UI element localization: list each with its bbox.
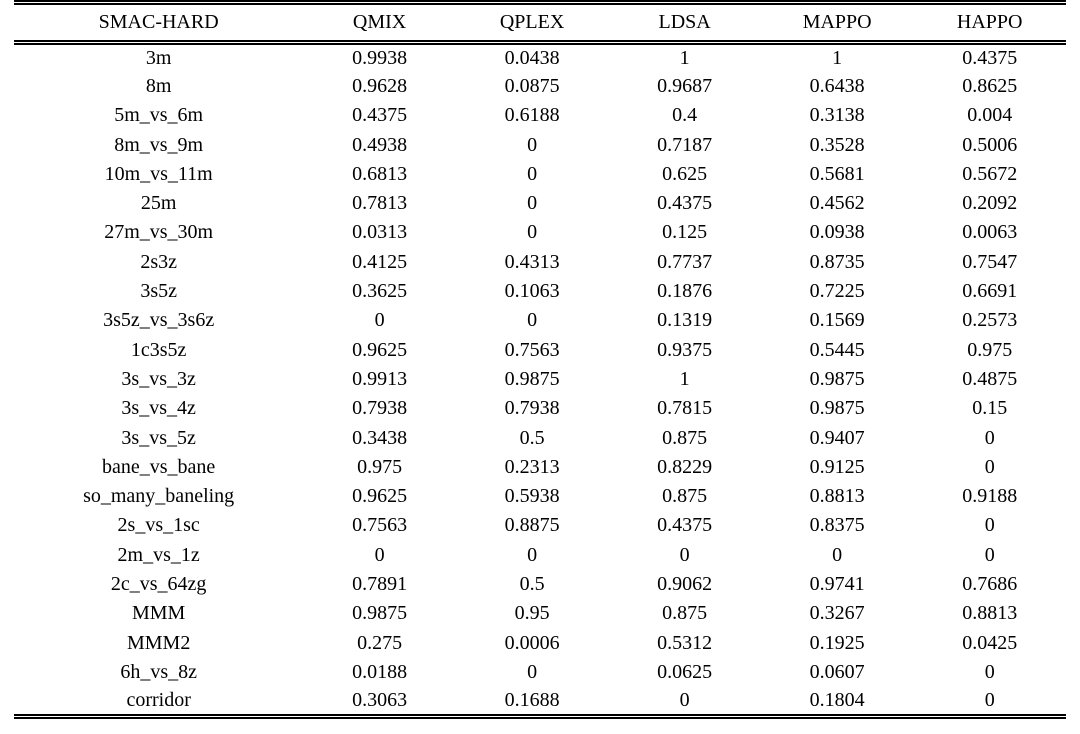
win-rate-cell: 0.7938: [504, 397, 560, 420]
win-rate-cell: 0.7815: [657, 397, 713, 420]
win-rate-cell: 0.9687: [657, 74, 713, 97]
win-rate-cell: 0.0425: [962, 631, 1018, 654]
map-name-cell: MMM: [131, 602, 186, 625]
table-row: [14, 101, 1066, 130]
win-rate-cell: 0.4: [672, 104, 698, 127]
table-row: [14, 248, 1066, 277]
win-rate-cell: 0.4375: [657, 514, 713, 537]
map-name-cell: 8m: [145, 74, 172, 97]
win-rate-cell: 0.9741: [809, 572, 865, 595]
win-rate-cell: 0.9913: [352, 367, 408, 390]
win-rate-cell: 0.0875: [504, 74, 560, 97]
win-rate-cell: 0.0625: [657, 660, 713, 683]
win-rate-cell: 0.9062: [657, 572, 713, 595]
win-rate-cell: 0.3625: [352, 280, 408, 303]
win-rate-cell: 0.8875: [504, 514, 560, 537]
map-name-cell: 8m_vs_9m: [114, 133, 204, 156]
win-rate-cell: 0.9375: [657, 338, 713, 361]
map-name-cell: 2s3z: [140, 250, 177, 273]
win-rate-cell: 0.625: [662, 162, 708, 185]
win-rate-cell: 0: [984, 455, 995, 478]
table-row: [14, 277, 1066, 306]
table-row: [14, 189, 1066, 218]
win-rate-cell: 0.8735: [809, 250, 865, 273]
win-rate-cell: 0: [679, 689, 690, 712]
win-rate-cell: 0.0438: [504, 46, 560, 69]
map-name-cell: 3s_vs_4z: [121, 397, 196, 420]
map-name-cell: 3m: [145, 46, 172, 69]
win-rate-cell: 0.7187: [657, 133, 713, 156]
win-rate-cell: 0: [984, 543, 995, 566]
smac-hard-results-table: [14, 0, 1066, 719]
win-rate-cell: 0.875: [662, 485, 708, 508]
win-rate-cell: 0.1319: [657, 309, 713, 332]
win-rate-cell: 0.6438: [809, 74, 865, 97]
win-rate-cell: 0.9938: [352, 46, 408, 69]
win-rate-cell: 0.9125: [809, 455, 865, 478]
win-rate-cell: 0.9628: [352, 74, 408, 97]
win-rate-cell: 0.4125: [352, 250, 408, 273]
win-rate-cell: 0.0607: [809, 660, 865, 683]
win-rate-cell: 0: [527, 133, 538, 156]
win-rate-cell: 0.3138: [809, 104, 865, 127]
table-row: [14, 160, 1066, 189]
win-rate-cell: 0: [374, 309, 385, 332]
win-rate-cell: 0.9625: [352, 338, 408, 361]
win-rate-cell: 0.9625: [352, 485, 408, 508]
win-rate-cell: 0.8813: [809, 485, 865, 508]
win-rate-cell: 0.1569: [809, 309, 865, 332]
win-rate-cell: 0.7813: [352, 192, 408, 215]
win-rate-cell: 0.15: [972, 397, 1008, 420]
win-rate-cell: 0.6188: [504, 104, 560, 127]
table-row: [14, 130, 1066, 159]
win-rate-cell: 0.7563: [352, 514, 408, 537]
win-rate-cell: 0: [984, 689, 995, 712]
table-row: [14, 72, 1066, 101]
win-rate-cell: 0.5: [519, 572, 545, 595]
win-rate-cell: 0.5006: [962, 133, 1018, 156]
map-name-cell: 1c3s5z: [130, 338, 187, 361]
win-rate-cell: 0.1688: [504, 689, 560, 712]
map-name-cell: 25m: [140, 192, 177, 215]
win-rate-cell: 0.3528: [809, 133, 865, 156]
map-name-cell: 2m_vs_1z: [117, 543, 200, 566]
win-rate-cell: 0.2573: [962, 309, 1018, 332]
win-rate-cell: 0.4562: [809, 192, 865, 215]
win-rate-cell: 0: [679, 543, 690, 566]
table-row: [14, 511, 1066, 540]
table-row: [14, 423, 1066, 452]
map-name-cell: 10m_vs_11m: [104, 162, 213, 185]
win-rate-cell: 0.125: [662, 221, 708, 244]
win-rate-cell: 0.5938: [504, 485, 560, 508]
win-rate-cell: 0.1804: [809, 689, 865, 712]
win-rate-cell: 0.8375: [809, 514, 865, 537]
column-header-qmix: QMIX: [303, 3, 456, 43]
table-row: [14, 570, 1066, 599]
win-rate-cell: 1: [679, 367, 690, 390]
win-rate-cell: 0: [527, 660, 538, 683]
win-rate-cell: 0.4313: [504, 250, 560, 273]
win-rate-cell: 0.5312: [657, 631, 713, 654]
win-rate-cell: 0.275: [357, 631, 403, 654]
win-rate-cell: 0.9407: [809, 426, 865, 449]
win-rate-cell: 0.875: [662, 426, 708, 449]
map-name-cell: bane_vs_bane: [102, 455, 216, 478]
table-row: [14, 541, 1066, 570]
table-row: [14, 658, 1066, 687]
win-rate-cell: 0.4375: [962, 46, 1018, 69]
win-rate-cell: 0.7938: [352, 397, 408, 420]
map-name-cell: 2c_vs_64zg: [110, 572, 207, 595]
results-table-body: [14, 43, 1066, 717]
win-rate-cell: 0.004: [967, 104, 1013, 127]
win-rate-cell: 0.0006: [504, 631, 560, 654]
table-row: [14, 335, 1066, 364]
win-rate-cell: 0.7891: [352, 572, 408, 595]
win-rate-cell: 0.4375: [352, 104, 408, 127]
win-rate-cell: 0.4875: [962, 367, 1018, 390]
table-row: [14, 628, 1066, 657]
win-rate-cell: 0.5445: [809, 338, 865, 361]
table-row: [14, 453, 1066, 482]
map-name-cell: so_many_baneling: [83, 485, 235, 508]
win-rate-cell: 0.4375: [657, 192, 713, 215]
win-rate-cell: 0.1925: [809, 631, 865, 654]
win-rate-cell: 0.7686: [962, 572, 1018, 595]
win-rate-cell: 0.9875: [504, 367, 560, 390]
win-rate-cell: 0.9875: [352, 602, 408, 625]
win-rate-cell: 0.3267: [809, 602, 865, 625]
win-rate-cell: 0: [527, 192, 538, 215]
win-rate-cell: 0.9875: [809, 367, 865, 390]
win-rate-cell: 0: [374, 543, 385, 566]
header-row: [14, 3, 1066, 43]
win-rate-cell: 0.5681: [809, 162, 865, 185]
win-rate-cell: 0.8813: [962, 602, 1018, 625]
table-row: [14, 43, 1066, 72]
win-rate-cell: 0.6691: [962, 280, 1018, 303]
win-rate-cell: 0: [527, 221, 538, 244]
win-rate-cell: 0: [527, 162, 538, 185]
table-row: [14, 218, 1066, 247]
win-rate-cell: 0: [527, 543, 538, 566]
map-name-cell: MMM2: [126, 631, 191, 654]
win-rate-cell: 0.2313: [504, 455, 560, 478]
win-rate-cell: 0: [527, 309, 538, 332]
win-rate-cell: 0.975: [357, 455, 403, 478]
column-header-mappo: MAPPO: [761, 3, 914, 43]
map-name-cell: 6h_vs_8z: [120, 660, 197, 683]
win-rate-cell: 0.9188: [962, 485, 1018, 508]
win-rate-cell: 0.8625: [962, 74, 1018, 97]
win-rate-cell: 0.7563: [504, 338, 560, 361]
table-row: [14, 365, 1066, 394]
map-name-cell: 3s_vs_3z: [121, 367, 196, 390]
map-name-cell: 3s5z_vs_3s6z: [103, 309, 215, 332]
table-row: [14, 482, 1066, 511]
win-rate-cell: 0.3063: [352, 689, 408, 712]
win-rate-cell: 0.9875: [809, 397, 865, 420]
win-rate-cell: 1: [832, 46, 843, 69]
table-row: [14, 394, 1066, 423]
win-rate-cell: 0.6813: [352, 162, 408, 185]
table-row: [14, 687, 1066, 716]
win-rate-cell: 0: [832, 543, 843, 566]
map-name-cell: 27m_vs_30m: [104, 221, 214, 244]
column-header-qplex: QPLEX: [456, 3, 609, 43]
win-rate-cell: 1: [679, 46, 690, 69]
win-rate-cell: 0.5: [519, 426, 545, 449]
win-rate-cell: 0.8229: [657, 455, 713, 478]
win-rate-cell: 0: [984, 514, 995, 537]
table-row: [14, 306, 1066, 335]
win-rate-cell: 0.7737: [657, 250, 713, 273]
win-rate-cell: 0.2092: [962, 192, 1018, 215]
win-rate-cell: 0.0188: [352, 660, 408, 683]
win-rate-cell: 0.3438: [352, 426, 408, 449]
win-rate-cell: 0.7547: [962, 250, 1018, 273]
win-rate-cell: 0.5672: [962, 162, 1018, 185]
table-row: [14, 599, 1066, 628]
win-rate-cell: 0.975: [967, 338, 1013, 361]
win-rate-cell: 0.1876: [657, 280, 713, 303]
win-rate-cell: 0.95: [514, 602, 550, 625]
map-name-cell: 2s_vs_1sc: [117, 514, 200, 537]
win-rate-cell: 0: [984, 426, 995, 449]
column-header-ldsa: LDSA: [608, 3, 761, 43]
win-rate-cell: 0.0938: [809, 221, 865, 244]
win-rate-cell: 0.7225: [809, 280, 865, 303]
map-name-cell: corridor: [126, 689, 191, 712]
win-rate-cell: 0.4938: [352, 133, 408, 156]
map-name-cell: 3s_vs_5z: [121, 426, 196, 449]
column-header-benchmark: SMAC-HARD: [14, 3, 303, 43]
win-rate-cell: 0.0313: [352, 221, 408, 244]
column-header-happo: HAPPO: [913, 3, 1066, 43]
win-rate-cell: 0.1063: [504, 280, 560, 303]
win-rate-cell: 0.875: [662, 602, 708, 625]
map-name-cell: 5m_vs_6m: [114, 104, 204, 127]
win-rate-cell: 0.0063: [962, 221, 1018, 244]
win-rate-cell: 0: [984, 660, 995, 683]
map-name-cell: 3s5z: [140, 280, 177, 303]
